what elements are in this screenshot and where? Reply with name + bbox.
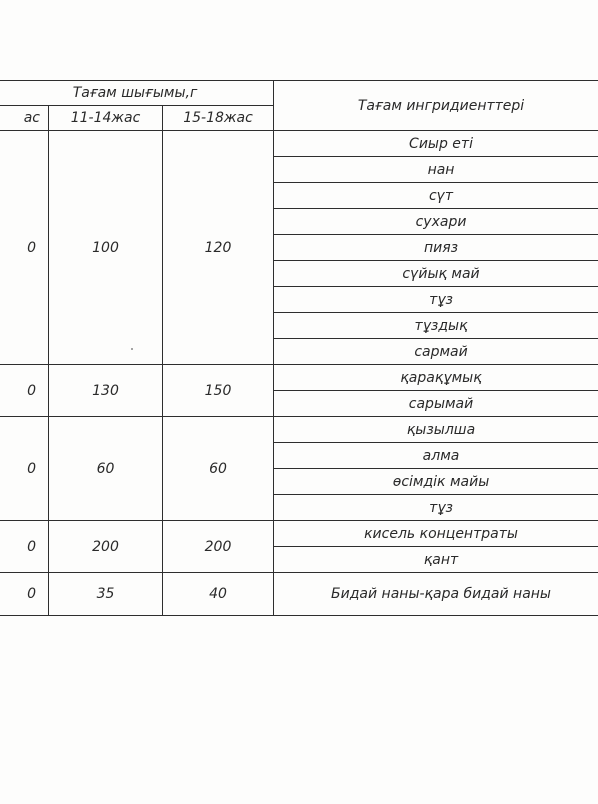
ingredient-cell: алма (274, 443, 598, 469)
ingredient-cell: кисель концентраты (274, 521, 598, 547)
ingredient-cell: сүт (274, 183, 598, 209)
yield-value-2: 100 (49, 131, 163, 365)
table-row (0, 521, 598, 547)
ingredient-cell: өсімдік майы (274, 469, 598, 495)
yield-value-1: 0 (0, 521, 49, 573)
ingredient-cell: сухари (274, 209, 598, 235)
yield-value-2: 60 (49, 417, 163, 521)
yield-value-3: 120 (163, 131, 274, 365)
yield-value-1: 0 (0, 573, 49, 616)
yield-value-3: 200 (163, 521, 274, 573)
age-header-3: 15-18жас (163, 106, 274, 131)
ingredient-cell: қызылша (274, 417, 598, 443)
recipe-table (0, 80, 598, 616)
ingredient-cell: пияз (274, 235, 598, 261)
ingredients-header: Тағам ингридиенттері (274, 81, 598, 131)
yield-value-2: 200 (49, 521, 163, 573)
ingredient-cell: сармай (274, 339, 598, 365)
ingredient-cell: сүйық май (274, 261, 598, 287)
ingredient-cell: сарымай (274, 391, 598, 417)
table-row (0, 131, 598, 157)
yield-value-1: 0 (0, 131, 49, 365)
yield-value-1: 0 (0, 417, 49, 521)
ingredient-cell: тұз (274, 495, 598, 521)
yield-value-3: 150 (163, 365, 274, 417)
table-row (0, 365, 598, 391)
ingredient-cell: тұз (274, 287, 598, 313)
ingredient-cell: қарақұмық (274, 365, 598, 391)
ingredient-cell: қант (274, 547, 598, 573)
age-header-1: ас (0, 106, 49, 131)
ingredient-cell: Сиыр еті (274, 131, 598, 157)
yield-value-3: 40 (163, 573, 274, 616)
table-row (0, 417, 598, 443)
yield-value-3: 60 (163, 417, 274, 521)
ingredient-cell: Бидай наны-қара бидай наны (274, 573, 598, 616)
ingredient-cell: нан (274, 157, 598, 183)
yield-value-2: 35 (49, 573, 163, 616)
ingredient-cell: тұздық (274, 313, 598, 339)
yield-value-2: 130 (49, 365, 163, 417)
yield-group-header: Тағам шығымы,г (0, 81, 274, 106)
yield-value-1: 0 (0, 365, 49, 417)
age-header-2: 11-14жас (49, 106, 163, 131)
table-row (0, 573, 598, 616)
